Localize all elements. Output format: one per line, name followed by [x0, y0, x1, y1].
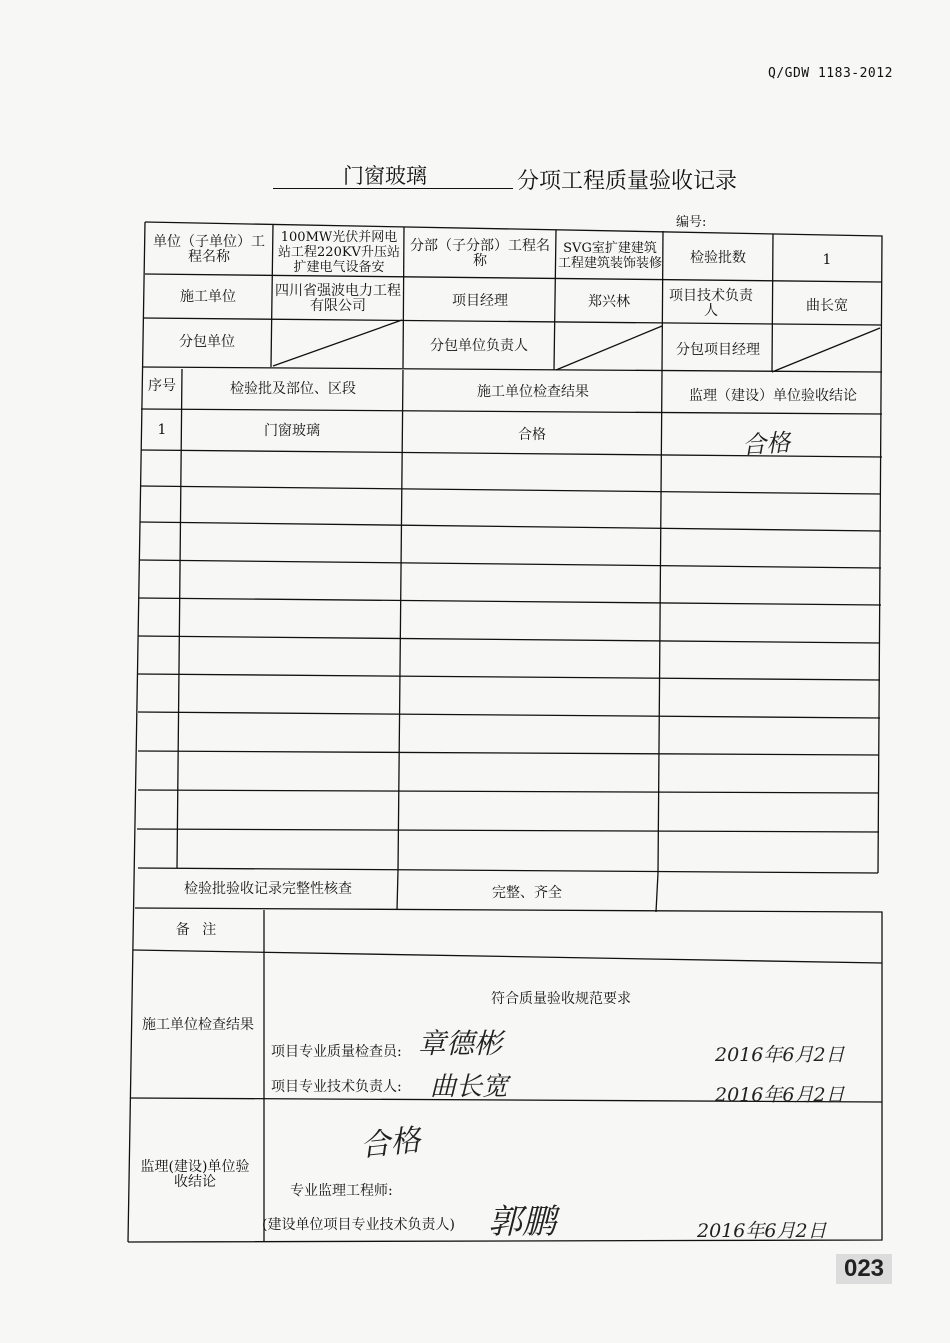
- completeness-label: 检验批验收记录完整性核查: [184, 880, 352, 897]
- contractor-label: 施工单位: [180, 288, 236, 305]
- col-result: 施工单位检查结果: [477, 383, 589, 400]
- unit-value: 100MW光伏并网电站工程220KV升压站扩建电气设备安: [278, 229, 400, 275]
- subcontractor-label: 分包单位: [179, 333, 235, 350]
- remarks-label: 备 注: [175, 921, 221, 938]
- row-1-result: 合格: [518, 426, 546, 443]
- unit-label: 单位（子单位）工程名称: [153, 234, 265, 265]
- row-1-no: 1: [157, 421, 167, 438]
- col-conclusion: 监理（建设）单位验收结论: [689, 387, 857, 404]
- title-fill-in: 门窗玻璃: [343, 164, 427, 188]
- page-title: 分项工程质量验收记录: [517, 169, 738, 194]
- tech-lead-label: 项目技术负责人: [669, 288, 753, 319]
- inspector-label: 项目专业质量检查员:: [271, 1044, 402, 1060]
- completeness-value: 完整、齐全: [492, 884, 562, 901]
- tech-date: 2016年6月2日: [715, 1084, 845, 1106]
- serial-label: 编号:: [676, 215, 707, 230]
- inspector-signature: 章德彬: [418, 1027, 503, 1060]
- tech-signature: 曲长宽: [430, 1072, 509, 1102]
- inspector-date: 2016年6月2日: [715, 1044, 845, 1066]
- tech-label: 项目专业技术负责人:: [271, 1079, 402, 1095]
- owner-label: (建设单位项目专业技术负责人): [262, 1217, 455, 1233]
- contractor-section-label: 施工单位检查结果: [142, 1016, 254, 1033]
- supervisor-section-label: 监理(建设)单位验收结论: [140, 1159, 250, 1190]
- sub-lead-label: 分包单位负责人: [430, 337, 528, 354]
- col-item: 检验批及部位、区段: [230, 380, 356, 397]
- row-1-conclusion-handwritten: 合格: [741, 428, 792, 460]
- tech-lead-value: 曲长宽: [806, 297, 848, 314]
- batch-count-label: 检验批数: [690, 249, 746, 266]
- engineer-label: 专业监理工程师:: [290, 1183, 393, 1199]
- row-1-item: 门窗玻璃: [264, 422, 320, 439]
- sub-pm-label: 分包项目经理: [676, 341, 760, 358]
- division-value: SVG室扩建建筑工程建筑装饰装修: [557, 241, 662, 271]
- col-no: 序号: [148, 377, 176, 394]
- supervisor-date: 2016年6月2日: [697, 1220, 827, 1242]
- supervisor-conclusion-handwritten: 合格: [358, 1122, 423, 1165]
- batch-count-value: 1: [822, 251, 832, 268]
- standard-code: Q/GDW 1183-2012: [768, 66, 893, 81]
- quality-statement: 符合质量验收规范要求: [491, 991, 631, 1007]
- pm-value: 郑兴林: [588, 293, 630, 310]
- owner-signature: 郭鹏: [488, 1202, 556, 1242]
- pm-label: 项目经理: [452, 292, 508, 309]
- division-label: 分部（子分部）工程名称: [410, 238, 550, 269]
- contractor-value: 四川省强波电力工程有限公司: [275, 283, 401, 314]
- page-number-stamp: 023: [836, 1254, 892, 1284]
